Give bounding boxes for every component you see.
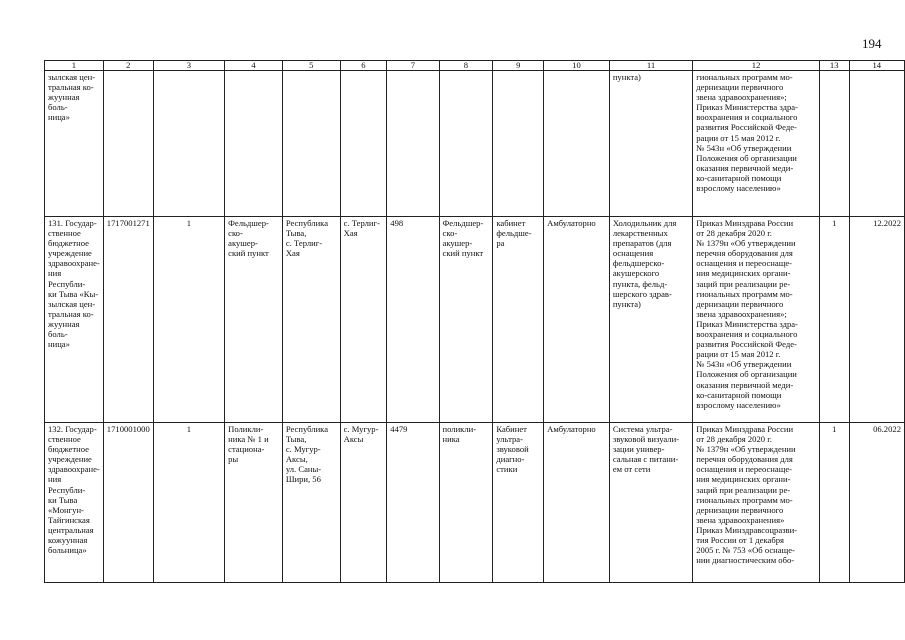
page-number: 194 [862, 36, 882, 51]
column-number: 14 [849, 61, 905, 71]
address-cell [282, 71, 340, 217]
date-cell [849, 71, 905, 217]
date-cell: 06.2022 [849, 423, 905, 583]
care-type-cell: Амбулаторно [544, 423, 610, 583]
institution-cell: 132. Государ- ственное бюджетное учреждение здравоохране- ния Республи- ки Тыва «Монгун- Тайгинская центральная кожуунная больница» [45, 423, 104, 583]
column-number: 9 [493, 61, 544, 71]
column-number: 5 [282, 61, 340, 71]
legal-basis-cell: гиональных программ мо- дернизации первичного звена здравоохранения»; Приказ Министерства здра- воохранения и социального развития Российской Феде- рации от 15 мая 2012 г. № 543н «Об утверждении Положения об организации оказания первичной меди- ко-санитарной помощи взрослому населению» [693, 71, 820, 217]
code-cell: 1717001271 [103, 217, 153, 423]
unit-type-cell: Фельдшер- ско- акушер- ский пункт [225, 217, 283, 423]
column-number: 11 [609, 61, 692, 71]
column-number: 8 [439, 61, 493, 71]
column-number: 10 [544, 61, 610, 71]
room-cell [493, 71, 544, 217]
column-number: 6 [340, 61, 387, 71]
table-row [45, 71, 905, 217]
settlement-cell: с. Терлиг- Хая [340, 217, 387, 423]
equipment-table [44, 60, 905, 583]
equipment-cell: пункта) [609, 71, 692, 217]
settlement-cell: с. Мугур- Аксы [340, 423, 387, 583]
unit-type-cell: Поликли- ника № 1 и стациона- ры [225, 423, 283, 583]
equipment-cell: Система ультра- звуковой визуали- зации универ- сальная с питани- ем от сети [609, 423, 692, 583]
quantity-cell: 1 [819, 423, 849, 583]
room-cell: Кабинет ультра- звуковой диагно- стики [493, 423, 544, 583]
institution-cell: зылская цен- тральная ко- жуунная боль- ница» [45, 71, 104, 217]
legal-basis-cell: Приказ Минздрава России от 28 декабря 2020 г. № 1379н «Об утверждении перечня оборудования для оснащения и переоснаще- ния медицинских органи- заций при реализации ре- гиональных программ мо- дернизации первичного звена здравоохранения»; Приказ Министерства здра- воохранения и социального развития Российской Феде- рации от 15 мая 2012 г. № 543н «Об утверждении Положения об организации оказания первичной меди- ко-санитарной помощи взрослому населению» [693, 217, 820, 423]
quantity-cell: 1 [819, 217, 849, 423]
population-cell [387, 71, 439, 217]
column-number: 7 [387, 61, 439, 71]
column-number: 12 [693, 61, 820, 71]
division-cell: поликли- ника [439, 423, 493, 583]
equipment-cell: Холодильник для лекарственных препаратов (для оснащения фельдшерско- акушерского пункта, фельд- шерского здрав- пункта) [609, 217, 692, 423]
unit-type-cell [225, 71, 283, 217]
care-type-cell [544, 71, 610, 217]
column-number-row [45, 61, 905, 71]
care-type-cell: Амбулаторно [544, 217, 610, 423]
column-number: 4 [225, 61, 283, 71]
count-cell [153, 71, 224, 217]
column-number: 1 [45, 61, 104, 71]
address-cell: Республика Тыва, с. Терлиг- Хая [282, 217, 340, 423]
institution-cell: 131. Государ- ственное бюджетное учреждение здравоохране- ния Республи- ки Тыва «Кы- зылская цен- тральная ко- жуунная боль- ница» [45, 217, 104, 423]
code-cell [103, 71, 153, 217]
column-number: 3 [153, 61, 224, 71]
table-row [45, 423, 905, 583]
date-cell: 12.2022 [849, 217, 905, 423]
quantity-cell [819, 71, 849, 217]
column-number: 2 [103, 61, 153, 71]
count-cell: 1 [153, 217, 224, 423]
column-number: 13 [819, 61, 849, 71]
division-cell [439, 71, 493, 217]
settlement-cell [340, 71, 387, 217]
count-cell: 1 [153, 423, 224, 583]
table-row [45, 217, 905, 423]
legal-basis-cell: Приказ Минздрава России от 28 декабря 2020 г. № 1379н «Об утверждении перечня оборудования для оснащения и переоснаще- ния медицинских органи- заций при реализации ре- гиональных программ мо- дернизации первичного звена здравоохранения» Приказ Минздравсоцразви- тия России от 1 декабря 2005 г. № 753 «Об оснаще- нии диагностическим обо- [693, 423, 820, 583]
address-cell: Республика Тыва, с. Мугур- Аксы, ул. Саны- Шири, 56 [282, 423, 340, 583]
code-cell: 1710001000 [103, 423, 153, 583]
room-cell: кабинет фельдше- ра [493, 217, 544, 423]
division-cell: Фельдшер- ско- акушер- ский пункт [439, 217, 493, 423]
population-cell: 4479 [387, 423, 439, 583]
population-cell: 498 [387, 217, 439, 423]
